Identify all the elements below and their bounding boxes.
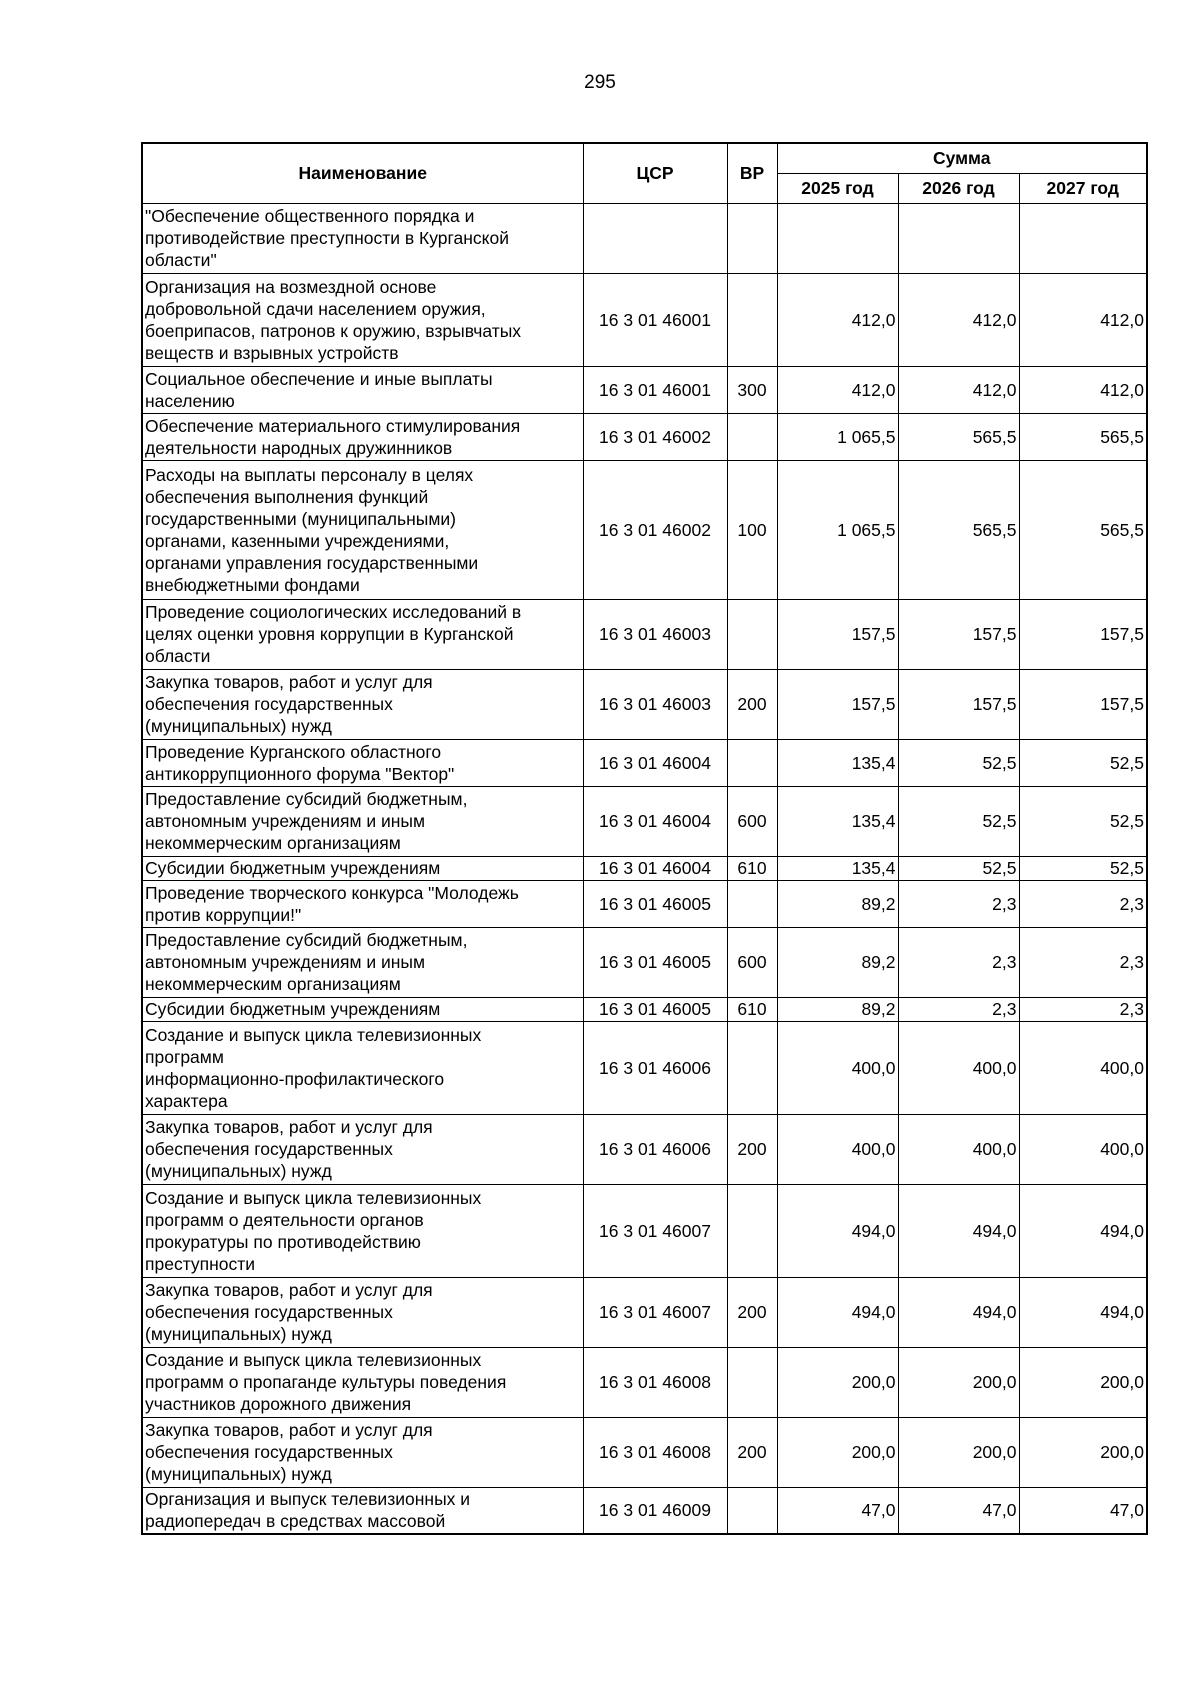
table-row [142,1114,1147,1184]
cell-2026: 2,3 [898,927,1019,997]
cell-2027: 494,0 [1019,1184,1147,1277]
cell-csr: 16 3 01 46005 [583,927,727,997]
cell-2027: 157,5 [1019,599,1147,669]
cell-2027: 52,5 [1019,739,1147,786]
cell-csr: 16 3 01 46004 [583,786,727,856]
cell-2025 [777,203,898,273]
cell-vr: 600 [727,927,777,997]
cell-2027: 565,5 [1019,460,1147,599]
cell-name: Предоставление субсидий бюджетным, автономным учреждениям и иным некоммерческим организациям [142,786,583,856]
cell-csr: 16 3 01 46001 [583,273,727,366]
cell-2027: 2,3 [1019,927,1147,997]
cell-2027: 47,0 [1019,1487,1147,1534]
cell-2025: 400,0 [777,1021,898,1114]
cell-2026: 200,0 [898,1347,1019,1417]
cell-name: "Обеспечение общественного порядка и противодействие преступности в Курганской области" [142,203,583,273]
cell-csr [583,203,727,273]
cell-2025: 1 065,5 [777,460,898,599]
cell-2025: 400,0 [777,1114,898,1184]
table-row [142,203,1147,273]
cell-vr [727,599,777,669]
cell-csr: 16 3 01 46002 [583,413,727,460]
table-row [142,880,1147,927]
cell-2025: 200,0 [777,1417,898,1487]
cell-name: Субсидии бюджетным учреждениям [142,997,583,1021]
cell-vr: 100 [727,460,777,599]
cell-vr [727,1184,777,1277]
table-row [142,1277,1147,1347]
cell-name: Предоставление субсидий бюджетным, автономным учреждениям и иным некоммерческим организациям [142,927,583,997]
cell-vr [727,739,777,786]
cell-2025: 412,0 [777,273,898,366]
budget-table [141,142,1148,1535]
cell-2026: 52,5 [898,786,1019,856]
cell-vr: 200 [727,669,777,739]
cell-vr: 610 [727,856,777,880]
cell-2026 [898,203,1019,273]
cell-2026: 2,3 [898,880,1019,927]
cell-vr [727,1347,777,1417]
cell-2026: 565,5 [898,413,1019,460]
cell-2025: 89,2 [777,880,898,927]
cell-csr: 16 3 01 46006 [583,1114,727,1184]
cell-2025: 135,4 [777,856,898,880]
cell-vr [727,203,777,273]
table-row [142,599,1147,669]
table-row [142,669,1147,739]
cell-name: Обеспечение материального стимулирования деятельности народных дружинников [142,413,583,460]
cell-csr: 16 3 01 46008 [583,1417,727,1487]
cell-name: Организация и выпуск телевизионных и радиопередач в средствах массовой [142,1487,583,1534]
cell-name: Закупка товаров, работ и услуг для обеспечения государственных (муниципальных) нужд [142,1114,583,1184]
cell-vr: 300 [727,366,777,413]
cell-2025: 200,0 [777,1347,898,1417]
cell-2026: 200,0 [898,1417,1019,1487]
cell-name: Социальное обеспечение и иные выплаты населению [142,366,583,413]
table-row [142,460,1147,599]
cell-2025: 157,5 [777,599,898,669]
table-header [142,143,1147,203]
cell-2025: 1 065,5 [777,413,898,460]
cell-name: Закупка товаров, работ и услуг для обеспечения государственных (муниципальных) нужд [142,1277,583,1347]
cell-vr: 200 [727,1114,777,1184]
cell-2027: 52,5 [1019,856,1147,880]
cell-csr: 16 3 01 46004 [583,856,727,880]
header-2027: 2027 год [1019,173,1147,203]
cell-name: Создание и выпуск цикла телевизионных программ о деятельности органов прокуратуры по противодействию преступности [142,1184,583,1277]
cell-csr: 16 3 01 46005 [583,997,727,1021]
table-row [142,927,1147,997]
cell-2026: 2,3 [898,997,1019,1021]
cell-name: Расходы на выплаты персоналу в целях обеспечения выполнения функций государственными (муниципальными) органами, казенными учреждениями, органами управления государственными внебюджетными фондами [142,460,583,599]
cell-2025: 47,0 [777,1487,898,1534]
cell-2027: 52,5 [1019,786,1147,856]
cell-2026: 565,5 [898,460,1019,599]
cell-2025: 494,0 [777,1277,898,1347]
cell-2026: 494,0 [898,1184,1019,1277]
header-2025: 2025 год [777,173,898,203]
cell-name: Создание и выпуск цикла телевизионных программ информационно-профилактического характера [142,1021,583,1114]
cell-csr: 16 3 01 46007 [583,1184,727,1277]
cell-csr: 16 3 01 46005 [583,880,727,927]
cell-2027 [1019,203,1147,273]
cell-name: Закупка товаров, работ и услуг для обеспечения государственных (муниципальных) нужд [142,1417,583,1487]
table-row [142,1347,1147,1417]
cell-csr: 16 3 01 46003 [583,599,727,669]
cell-2026: 52,5 [898,856,1019,880]
cell-name: Проведение Курганского областного антикоррупционного форума "Вектор" [142,739,583,786]
cell-name: Проведение социологических исследований в целях оценки уровня коррупции в Курганской области [142,599,583,669]
header-2026: 2026 год [898,173,1019,203]
cell-vr [727,413,777,460]
cell-csr: 16 3 01 46009 [583,1487,727,1534]
cell-2025: 135,4 [777,786,898,856]
cell-vr: 200 [727,1277,777,1347]
cell-2027: 412,0 [1019,366,1147,413]
table-row [142,366,1147,413]
header-vr: ВР [727,143,777,203]
cell-name: Проведение творческого конкурса "Молодежь против коррупции!" [142,880,583,927]
cell-2027: 2,3 [1019,997,1147,1021]
cell-2027: 565,5 [1019,413,1147,460]
table-row [142,786,1147,856]
table-row [142,1021,1147,1114]
header-sum: Сумма [777,143,1147,173]
cell-vr: 610 [727,997,777,1021]
cell-2025: 135,4 [777,739,898,786]
header-csr: ЦСР [583,143,727,203]
cell-2026: 412,0 [898,366,1019,413]
table-body [142,203,1147,1534]
cell-2027: 157,5 [1019,669,1147,739]
cell-2025: 89,2 [777,927,898,997]
cell-name: Организация на возмездной основе добровольной сдачи населением оружия, боеприпасов, патронов к оружию, взрывчатых веществ и взрывных устройств [142,273,583,366]
cell-2026: 412,0 [898,273,1019,366]
cell-2026: 157,5 [898,599,1019,669]
table-row [142,856,1147,880]
cell-vr: 200 [727,1417,777,1487]
table-row [142,1487,1147,1534]
cell-2026: 400,0 [898,1114,1019,1184]
table-row [142,1184,1147,1277]
cell-2027: 2,3 [1019,880,1147,927]
cell-vr [727,880,777,927]
cell-vr [727,1021,777,1114]
cell-csr: 16 3 01 46007 [583,1277,727,1347]
cell-2027: 494,0 [1019,1277,1147,1347]
cell-2026: 52,5 [898,739,1019,786]
cell-name: Закупка товаров, работ и услуг для обеспечения государственных (муниципальных) нужд [142,669,583,739]
table-row [142,273,1147,366]
cell-2026: 494,0 [898,1277,1019,1347]
cell-csr: 16 3 01 46008 [583,1347,727,1417]
table-row [142,739,1147,786]
cell-2025: 494,0 [777,1184,898,1277]
cell-csr: 16 3 01 46003 [583,669,727,739]
cell-2025: 412,0 [777,366,898,413]
cell-2027: 200,0 [1019,1347,1147,1417]
table-row [142,1417,1147,1487]
cell-2027: 200,0 [1019,1417,1147,1487]
cell-2025: 89,2 [777,997,898,1021]
cell-2027: 400,0 [1019,1114,1147,1184]
header-name: Наименование [142,143,583,203]
cell-csr: 16 3 01 46004 [583,739,727,786]
cell-vr: 600 [727,786,777,856]
table-row [142,413,1147,460]
cell-name: Субсидии бюджетным учреждениям [142,856,583,880]
cell-csr: 16 3 01 46001 [583,366,727,413]
cell-2026: 47,0 [898,1487,1019,1534]
cell-2025: 157,5 [777,669,898,739]
cell-2026: 400,0 [898,1021,1019,1114]
cell-2027: 400,0 [1019,1021,1147,1114]
table-row [142,997,1147,1021]
cell-2026: 157,5 [898,669,1019,739]
cell-name: Создание и выпуск цикла телевизионных программ о пропаганде культуры поведения участников дорожного движения [142,1347,583,1417]
page-number: 295 [584,72,616,93]
cell-vr [727,273,777,366]
cell-csr: 16 3 01 46002 [583,460,727,599]
cell-2027: 412,0 [1019,273,1147,366]
cell-csr: 16 3 01 46006 [583,1021,727,1114]
cell-vr [727,1487,777,1534]
